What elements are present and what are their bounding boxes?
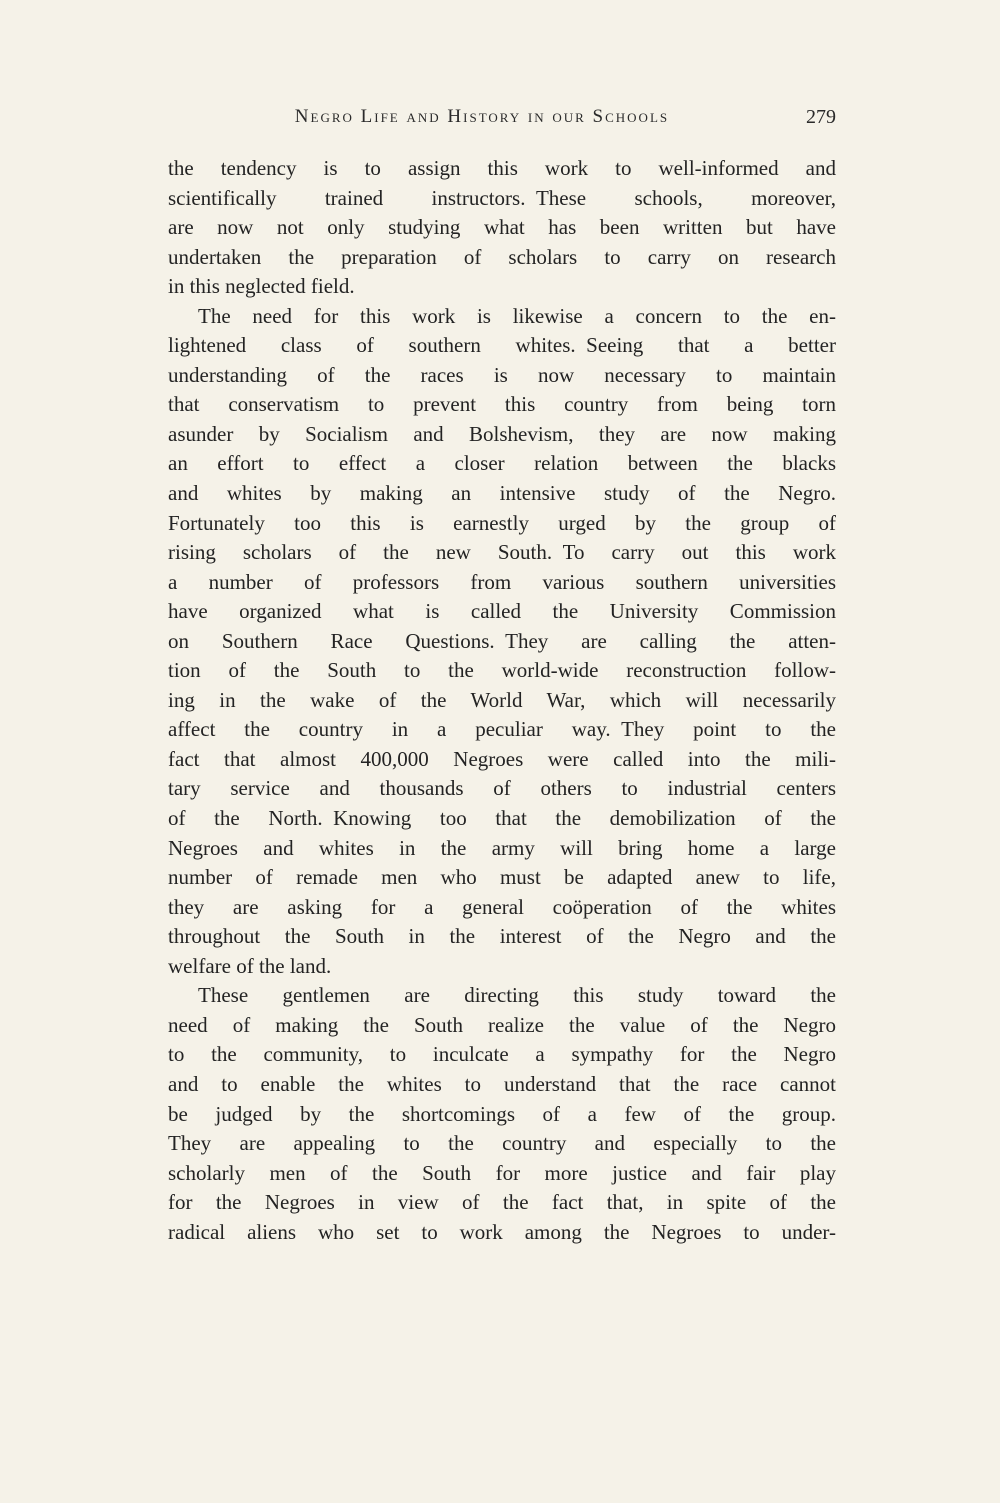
text-line: lightened class of southern whites. Seeing that a better: [168, 333, 836, 358]
text-line: undertaken the preparation of scholars to carry on research: [168, 244, 836, 269]
text-line: to the community, to inculcate a sympathy for the Negro: [168, 1042, 836, 1067]
text-line: a number of professors from various southern universities: [168, 569, 836, 594]
text-line: that conservatism to prevent this country from being torn: [168, 392, 836, 417]
text-line: understanding of the races is now necessary to maintain: [168, 362, 836, 387]
text-line: Fortunately too this is earnestly urged by the group of: [168, 510, 836, 535]
text-line: they are asking for a general coöperation of the whites: [168, 894, 836, 919]
text-line: an effort to effect a closer relation between the blacks: [168, 451, 836, 476]
text-line: in this neglected field.: [168, 274, 355, 299]
text-line: scientifically trained instructors. These schools, moreover,: [168, 185, 836, 210]
running-title: Negro Life and History in our Schools: [294, 106, 670, 127]
running-head: [168, 106, 836, 136]
text-line: throughout the South in the interest of the Negro and the: [168, 924, 836, 949]
text-line: have organized what is called the University Commission: [168, 599, 836, 624]
text-line: asunder by Socialism and Bolshevism, they are now making: [168, 421, 836, 446]
text-line: are now not only studying what has been written but have: [168, 215, 836, 240]
text-line: and whites by making an intensive study of the Negro.: [168, 481, 836, 506]
text-line: affect the country in a peculiar way. They point to the: [168, 717, 836, 742]
text-line: the tendency is to assign this work to well-informed and: [168, 156, 836, 180]
text-line: scholarly men of the South for more justice and fair play: [168, 1160, 836, 1185]
text-line: fact that almost 400,000 Negroes were called into the mili-: [168, 746, 836, 771]
text-line: welfare of the land.: [168, 953, 332, 978]
page-body: [168, 154, 836, 1247]
text-line: These gentlemen are directing this study toward the: [198, 983, 836, 1008]
text-block: [168, 106, 836, 1247]
text-line: on Southern Race Questions. They are calling the atten-: [168, 628, 836, 653]
text-line: of the North. Knowing too that the demobilization of the: [168, 806, 836, 831]
text-line: rising scholars of the new South. To carry out this work: [168, 540, 836, 565]
text-line: radical aliens who set to work among the Negroes to under-: [168, 1219, 836, 1244]
text-line: need of making the South realize the value of the Negro: [168, 1012, 836, 1037]
text-line: and to enable the whites to understand that the race cannot: [168, 1071, 836, 1096]
text-line: Negroes and whites in the army will bring home a large: [168, 835, 836, 860]
text-line: tary service and thousands of others to industrial centers: [168, 776, 836, 801]
text-line: for the Negroes in view of the fact that, in spite of the: [168, 1190, 836, 1215]
text-line: They are appealing to the country and especially to the: [168, 1131, 836, 1156]
page-number: 279: [806, 106, 836, 128]
paragraph: [168, 154, 836, 302]
text-line: be judged by the shortcomings of a few of the group.: [168, 1101, 836, 1126]
text-line: ing in the wake of the World War, which will necessarily: [168, 687, 836, 712]
text-line: number of remade men who must be adapted anew to life,: [168, 865, 836, 890]
paragraph: [168, 981, 836, 1247]
text-line: The need for this work is likewise a concern to the en-: [198, 303, 836, 328]
text-line: tion of the South to the world-wide reconstruction follow-: [168, 658, 836, 683]
paragraph: [168, 302, 836, 982]
